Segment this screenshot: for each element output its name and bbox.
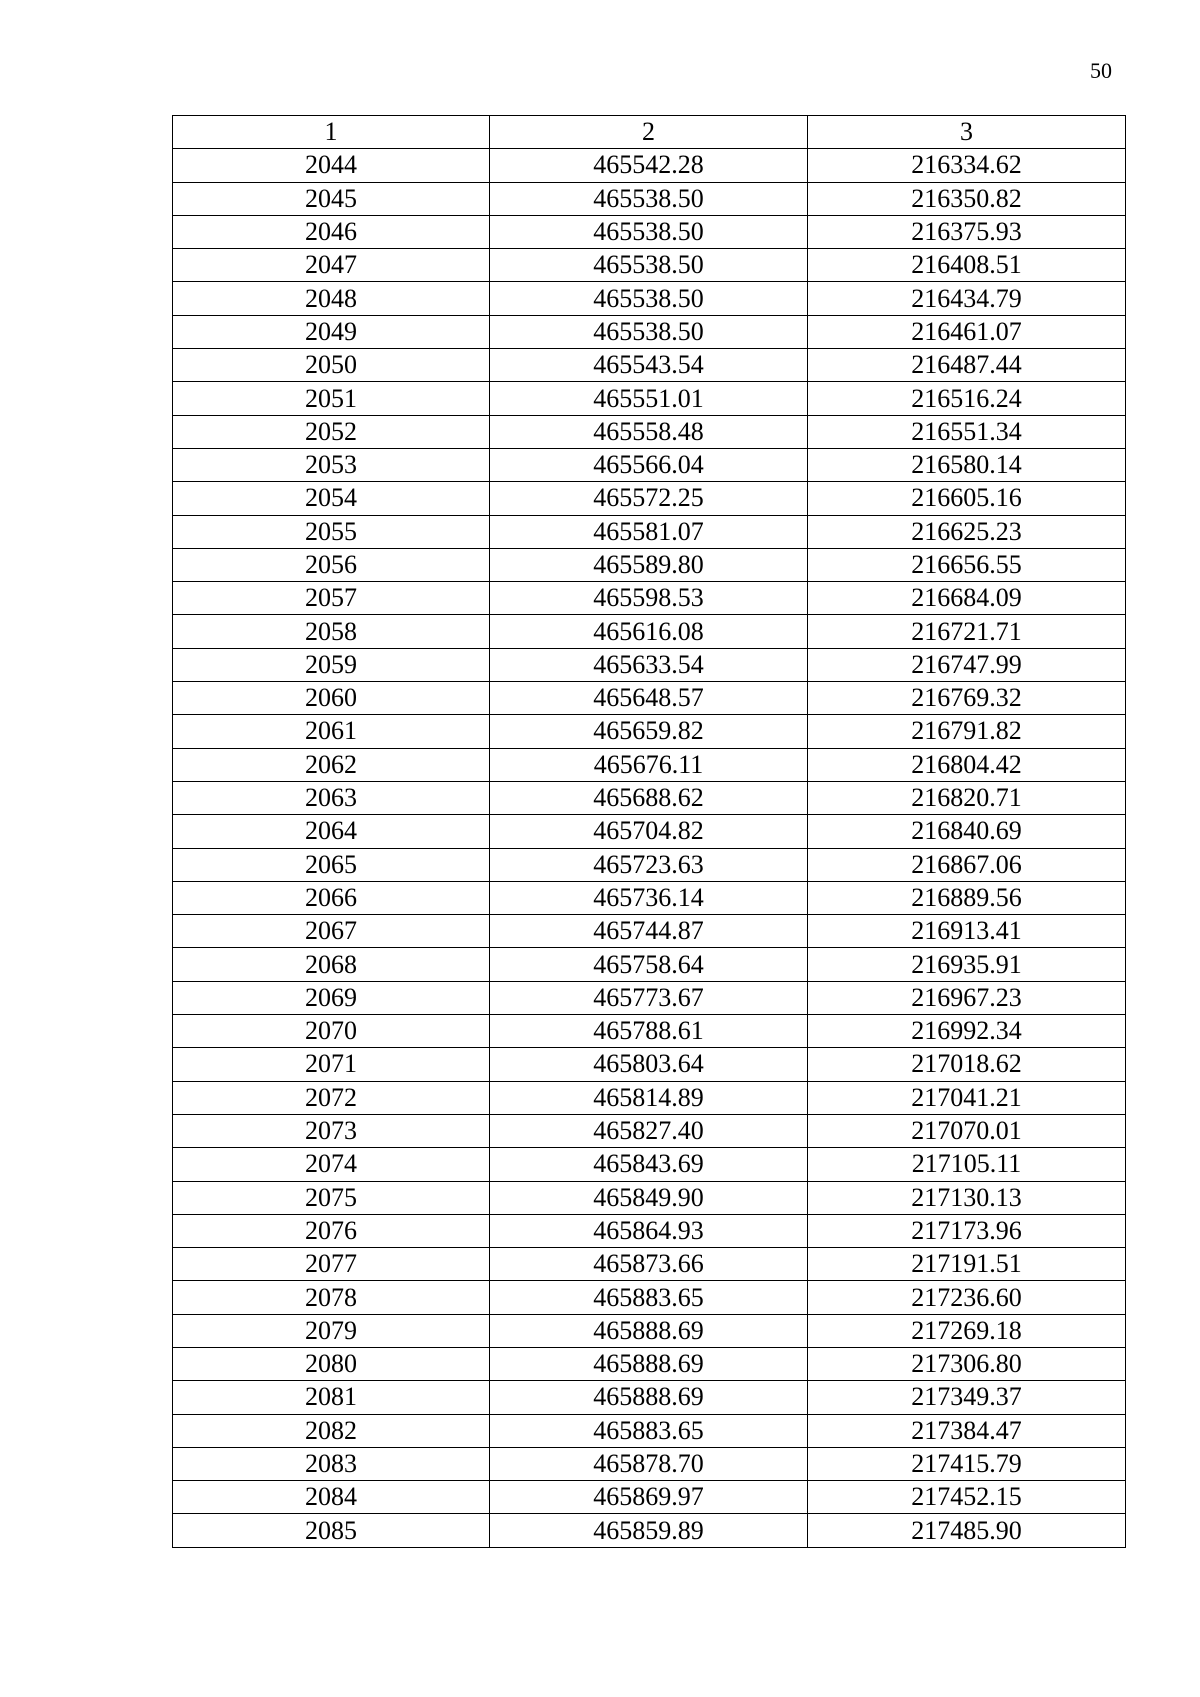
table-cell-col-2: 465543.54 xyxy=(490,349,808,382)
table-cell-col-1: 2061 xyxy=(173,715,490,748)
table-cell-col-2: 465538.50 xyxy=(490,182,808,215)
table-cell-col-2: 465616.08 xyxy=(490,615,808,648)
table-cell-col-3: 216656.55 xyxy=(808,548,1126,581)
table-row xyxy=(173,1447,1126,1480)
table-cell-col-3: 216913.41 xyxy=(808,915,1126,948)
header-cell-3: 3 xyxy=(808,116,1126,149)
table-row xyxy=(173,948,1126,981)
table-cell-col-3: 216625.23 xyxy=(808,515,1126,548)
table-cell-col-1: 2068 xyxy=(173,948,490,981)
table-cell-col-2: 465659.82 xyxy=(490,715,808,748)
table-cell-col-1: 2063 xyxy=(173,781,490,814)
table-row xyxy=(173,1414,1126,1447)
table-cell-col-3: 217452.15 xyxy=(808,1481,1126,1514)
table-cell-col-1: 2082 xyxy=(173,1414,490,1447)
table-row xyxy=(173,881,1126,914)
table-row xyxy=(173,1347,1126,1380)
table-cell-col-3: 217130.13 xyxy=(808,1181,1126,1214)
table-row xyxy=(173,815,1126,848)
table-cell-col-2: 465538.50 xyxy=(490,282,808,315)
table-cell-col-3: 216350.82 xyxy=(808,182,1126,215)
table-cell-col-3: 216375.93 xyxy=(808,215,1126,248)
table-cell-col-1: 2077 xyxy=(173,1248,490,1281)
table-header-row xyxy=(173,116,1126,149)
table-cell-col-3: 216551.34 xyxy=(808,415,1126,448)
header-cell-1: 1 xyxy=(173,116,490,149)
table-row xyxy=(173,182,1126,215)
table-cell-col-1: 2059 xyxy=(173,648,490,681)
table-cell-col-2: 465883.65 xyxy=(490,1414,808,1447)
table-cell-col-1: 2058 xyxy=(173,615,490,648)
table-cell-col-2: 465538.50 xyxy=(490,215,808,248)
table-row xyxy=(173,781,1126,814)
table-cell-col-3: 217191.51 xyxy=(808,1248,1126,1281)
table-cell-col-2: 465814.89 xyxy=(490,1081,808,1114)
table-row xyxy=(173,915,1126,948)
table-row xyxy=(173,215,1126,248)
table-cell-col-2: 465888.69 xyxy=(490,1381,808,1414)
table-cell-col-1: 2069 xyxy=(173,981,490,1014)
table-cell-col-1: 2047 xyxy=(173,249,490,282)
table-cell-col-3: 217384.47 xyxy=(808,1414,1126,1447)
table-cell-col-2: 465572.25 xyxy=(490,482,808,515)
table-cell-col-2: 465723.63 xyxy=(490,848,808,881)
table-cell-col-1: 2057 xyxy=(173,582,490,615)
table-cell-col-1: 2074 xyxy=(173,1148,490,1181)
table-cell-col-3: 217236.60 xyxy=(808,1281,1126,1314)
table-cell-col-2: 465827.40 xyxy=(490,1114,808,1147)
table-cell-col-2: 465551.01 xyxy=(490,382,808,415)
table-cell-col-3: 217306.80 xyxy=(808,1347,1126,1380)
table-cell-col-3: 217269.18 xyxy=(808,1314,1126,1347)
table-cell-col-3: 216935.91 xyxy=(808,948,1126,981)
table-cell-col-2: 465888.69 xyxy=(490,1314,808,1347)
table-cell-col-3: 216461.07 xyxy=(808,315,1126,348)
table-cell-col-2: 465849.90 xyxy=(490,1181,808,1214)
table-cell-col-1: 2073 xyxy=(173,1114,490,1147)
table-cell-col-1: 2075 xyxy=(173,1181,490,1214)
table-cell-col-3: 217485.90 xyxy=(808,1514,1126,1547)
table-row xyxy=(173,548,1126,581)
table-cell-col-2: 465538.50 xyxy=(490,249,808,282)
table-cell-col-1: 2070 xyxy=(173,1015,490,1048)
table-cell-col-3: 216334.62 xyxy=(808,149,1126,182)
table-row xyxy=(173,349,1126,382)
table-cell-col-1: 2071 xyxy=(173,1048,490,1081)
table-row xyxy=(173,582,1126,615)
table-cell-col-2: 465538.50 xyxy=(490,315,808,348)
table-cell-col-2: 465873.66 xyxy=(490,1248,808,1281)
table-cell-col-1: 2051 xyxy=(173,382,490,415)
table-cell-col-1: 2048 xyxy=(173,282,490,315)
table-cell-col-2: 465859.89 xyxy=(490,1514,808,1547)
table-row xyxy=(173,282,1126,315)
table-cell-col-1: 2053 xyxy=(173,448,490,481)
table-cell-col-2: 465803.64 xyxy=(490,1048,808,1081)
table-row xyxy=(173,1081,1126,1114)
table-cell-col-3: 217018.62 xyxy=(808,1048,1126,1081)
table-row xyxy=(173,1248,1126,1281)
table-cell-col-3: 216747.99 xyxy=(808,648,1126,681)
table-row xyxy=(173,1314,1126,1347)
table-cell-col-2: 465843.69 xyxy=(490,1148,808,1181)
table-cell-col-2: 465744.87 xyxy=(490,915,808,948)
table-cell-col-1: 2045 xyxy=(173,182,490,215)
table-row xyxy=(173,748,1126,781)
table-cell-col-1: 2083 xyxy=(173,1447,490,1480)
table-cell-col-3: 217349.37 xyxy=(808,1381,1126,1414)
table-row xyxy=(173,415,1126,448)
table-row xyxy=(173,981,1126,1014)
table-cell-col-2: 465542.28 xyxy=(490,149,808,182)
table-cell-col-1: 2064 xyxy=(173,815,490,848)
table-row xyxy=(173,1481,1126,1514)
table-cell-col-1: 2081 xyxy=(173,1381,490,1414)
table-row xyxy=(173,482,1126,515)
table-cell-col-1: 2046 xyxy=(173,215,490,248)
table-cell-col-1: 2050 xyxy=(173,349,490,382)
table-cell-col-2: 465566.04 xyxy=(490,448,808,481)
table-cell-col-3: 216684.09 xyxy=(808,582,1126,615)
table-cell-col-3: 217173.96 xyxy=(808,1214,1126,1247)
table-row xyxy=(173,1048,1126,1081)
table-cell-col-3: 217041.21 xyxy=(808,1081,1126,1114)
table-row xyxy=(173,149,1126,182)
table-cell-col-2: 465736.14 xyxy=(490,881,808,914)
table-cell-col-3: 216840.69 xyxy=(808,815,1126,848)
table-row xyxy=(173,515,1126,548)
table-cell-col-2: 465589.80 xyxy=(490,548,808,581)
table-cell-col-1: 2078 xyxy=(173,1281,490,1314)
table-row xyxy=(173,1181,1126,1214)
table-cell-col-3: 216992.34 xyxy=(808,1015,1126,1048)
table-cell-col-2: 465864.93 xyxy=(490,1214,808,1247)
table-cell-col-2: 465558.48 xyxy=(490,415,808,448)
table-cell-col-3: 216487.44 xyxy=(808,349,1126,382)
table-cell-col-1: 2079 xyxy=(173,1314,490,1347)
table-cell-col-1: 2085 xyxy=(173,1514,490,1547)
table-cell-col-1: 2044 xyxy=(173,149,490,182)
table-cell-col-1: 2052 xyxy=(173,415,490,448)
table-cell-col-3: 216721.71 xyxy=(808,615,1126,648)
table-cell-col-3: 216967.23 xyxy=(808,981,1126,1014)
table-cell-col-1: 2056 xyxy=(173,548,490,581)
table-cell-col-1: 2066 xyxy=(173,881,490,914)
page-number: 50 xyxy=(1090,58,1112,83)
table-row xyxy=(173,249,1126,282)
table-cell-col-2: 465773.67 xyxy=(490,981,808,1014)
table-cell-col-3: 217070.01 xyxy=(808,1114,1126,1147)
table-row xyxy=(173,1114,1126,1147)
table-row xyxy=(173,382,1126,415)
table-cell-col-2: 465888.69 xyxy=(490,1347,808,1380)
table-row xyxy=(173,682,1126,715)
table-row xyxy=(173,315,1126,348)
table-cell-col-1: 2062 xyxy=(173,748,490,781)
table-row xyxy=(173,448,1126,481)
table-cell-col-1: 2049 xyxy=(173,315,490,348)
table-cell-col-2: 465633.54 xyxy=(490,648,808,681)
table-row xyxy=(173,1148,1126,1181)
table-cell-col-3: 216791.82 xyxy=(808,715,1126,748)
coordinates-table xyxy=(172,115,1126,1548)
table-cell-col-1: 2072 xyxy=(173,1081,490,1114)
table-cell-col-1: 2076 xyxy=(173,1214,490,1247)
table-row xyxy=(173,1214,1126,1247)
table-cell-col-2: 465704.82 xyxy=(490,815,808,848)
table-cell-col-1: 2065 xyxy=(173,848,490,881)
table-cell-col-1: 2067 xyxy=(173,915,490,948)
table-cell-col-2: 465688.62 xyxy=(490,781,808,814)
table-cell-col-2: 465598.53 xyxy=(490,582,808,615)
table-cell-col-3: 216408.51 xyxy=(808,249,1126,282)
table-cell-col-2: 465878.70 xyxy=(490,1447,808,1480)
table-cell-col-1: 2054 xyxy=(173,482,490,515)
table-cell-col-1: 2055 xyxy=(173,515,490,548)
header-cell-2: 2 xyxy=(490,116,808,149)
table-cell-col-1: 2060 xyxy=(173,682,490,715)
table-row xyxy=(173,1281,1126,1314)
table-row xyxy=(173,1514,1126,1547)
table-cell-col-3: 216434.79 xyxy=(808,282,1126,315)
table-row xyxy=(173,848,1126,881)
table-cell-col-3: 216804.42 xyxy=(808,748,1126,781)
table-cell-col-3: 216605.16 xyxy=(808,482,1126,515)
table-cell-col-3: 216867.06 xyxy=(808,848,1126,881)
table-cell-col-2: 465788.61 xyxy=(490,1015,808,1048)
table-cell-col-2: 465581.07 xyxy=(490,515,808,548)
table-cell-col-3: 216889.56 xyxy=(808,881,1126,914)
table-row xyxy=(173,1381,1126,1414)
table-cell-col-3: 216580.14 xyxy=(808,448,1126,481)
table-cell-col-1: 2080 xyxy=(173,1347,490,1380)
table-row xyxy=(173,715,1126,748)
table-cell-col-3: 217415.79 xyxy=(808,1447,1126,1480)
table-cell-col-1: 2084 xyxy=(173,1481,490,1514)
table-cell-col-2: 465676.11 xyxy=(490,748,808,781)
table-row xyxy=(173,648,1126,681)
table-cell-col-3: 216516.24 xyxy=(808,382,1126,415)
table-cell-col-2: 465883.65 xyxy=(490,1281,808,1314)
table-row xyxy=(173,615,1126,648)
table-cell-col-3: 217105.11 xyxy=(808,1148,1126,1181)
table-cell-col-3: 216820.71 xyxy=(808,781,1126,814)
table-row xyxy=(173,1015,1126,1048)
table-cell-col-3: 216769.32 xyxy=(808,682,1126,715)
table-cell-col-2: 465648.57 xyxy=(490,682,808,715)
table-cell-col-2: 465869.97 xyxy=(490,1481,808,1514)
table-cell-col-2: 465758.64 xyxy=(490,948,808,981)
